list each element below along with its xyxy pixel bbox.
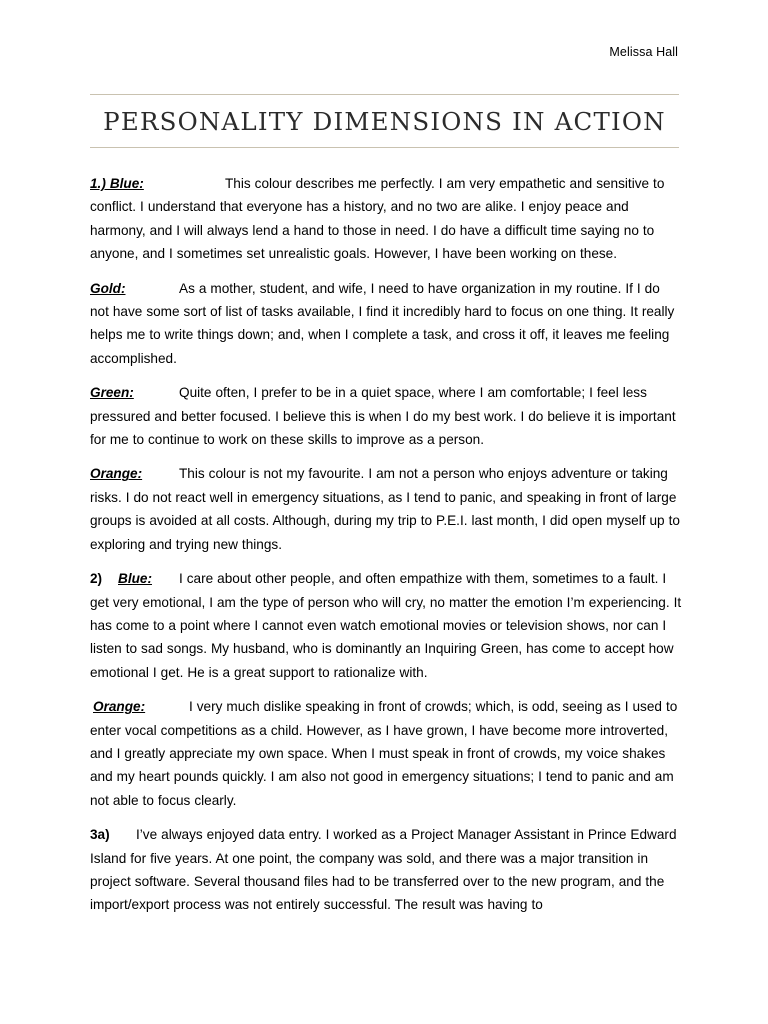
paragraph-text: This colour describes me perfectly. I am very empathetic and sensitive to conflict. I understand that everyone has a history, and no two are alike. I enjoy peace and harmony, and I will always lend a hand to those in need. I do have a difficult time saying no to anyone, and I sometimes set unrealistic goals. However, I have been working on these. [90, 176, 665, 262]
paragraph-text: I’ve always enjoyed data entry. I worked as a Project Manager Assistant in Prince Edward Island for five years. At one point, the company was sold, and there was a major transition in project software. Several thousand files had to be transferred over to the new program, and the import/export process was not entirely successful. The result was having to [90, 827, 677, 913]
paragraph-label: Orange: [93, 699, 146, 715]
question-number: 3a) [90, 827, 110, 843]
paragraph-green [90, 381, 682, 451]
paragraph-text: As a mother, student, and wife, I need to have organization in my routine. If I do not have some sort of list of tasks available, I find it incredibly hard to focus on one thing. It really helps me to write things down; and, when I complete a task, and cross it off, it leaves me feeling accomplished. [90, 280, 675, 366]
paragraph-blue-2 [90, 567, 682, 684]
paragraph-label: Green: [90, 385, 134, 401]
paragraph-text: Quite often, I prefer to be in a quiet space, where I am comfortable; I feel less pressured and better focused. I believe this is when I do my best work. I do believe it is important for me to continue to work on these skills to improve as a person. [90, 385, 676, 448]
paragraph-text: I very much dislike speaking in front of crowds; which, is odd, seeing as I used to enter vocal competitions as a child. However, as I have grown, I have become more introverted, and I greatly appreciate my own space. When I must speak in front of crowds, my voice shakes and my heart pounds quickly. I am also not good in emergency situations; I tend to panic and am not able to focus clearly. [90, 699, 678, 808]
paragraph-3a [90, 823, 682, 917]
paragraph-label: Gold: [90, 280, 126, 296]
paragraph-orange-1 [90, 462, 682, 556]
paragraph-blue-1 [90, 172, 682, 266]
document-title: PERSONALITY DIMENSIONS IN ACTION [103, 106, 666, 136]
paragraph-label: Blue: [118, 571, 152, 587]
paragraph-gold [90, 277, 682, 371]
paragraph-orange-2 [90, 695, 682, 812]
paragraph-text: I care about other people, and often empathize with them, sometimes to a fault. I get very emotional, I am the type of person who will cry, no matter the emotion I’m experiencing. It has come to a point where I cannot even watch emotional movies or television shows, nor can I listen to sad songs. My husband, who is dominantly an Inquiring Green, has come to accept how emotional I get. He is a great support to rationalize with. [90, 571, 682, 680]
paragraph-label: Orange: [90, 466, 143, 482]
question-number: 2) [90, 571, 103, 587]
title-block [90, 94, 679, 148]
author-name: Melissa Hall [609, 45, 678, 59]
document-body [90, 172, 682, 928]
paragraph-text: This colour is not my favourite. I am not a person who enjoys adventure or taking risks. I do not react well in emergency situations, as I tend to panic, and speaking in front of large groups is avoided at all costs. Although, during my trip to P.E.I. last month, I did open myself up to exploring and trying new things. [90, 466, 680, 552]
paragraph-label: 1.) Blue: [90, 176, 144, 191]
